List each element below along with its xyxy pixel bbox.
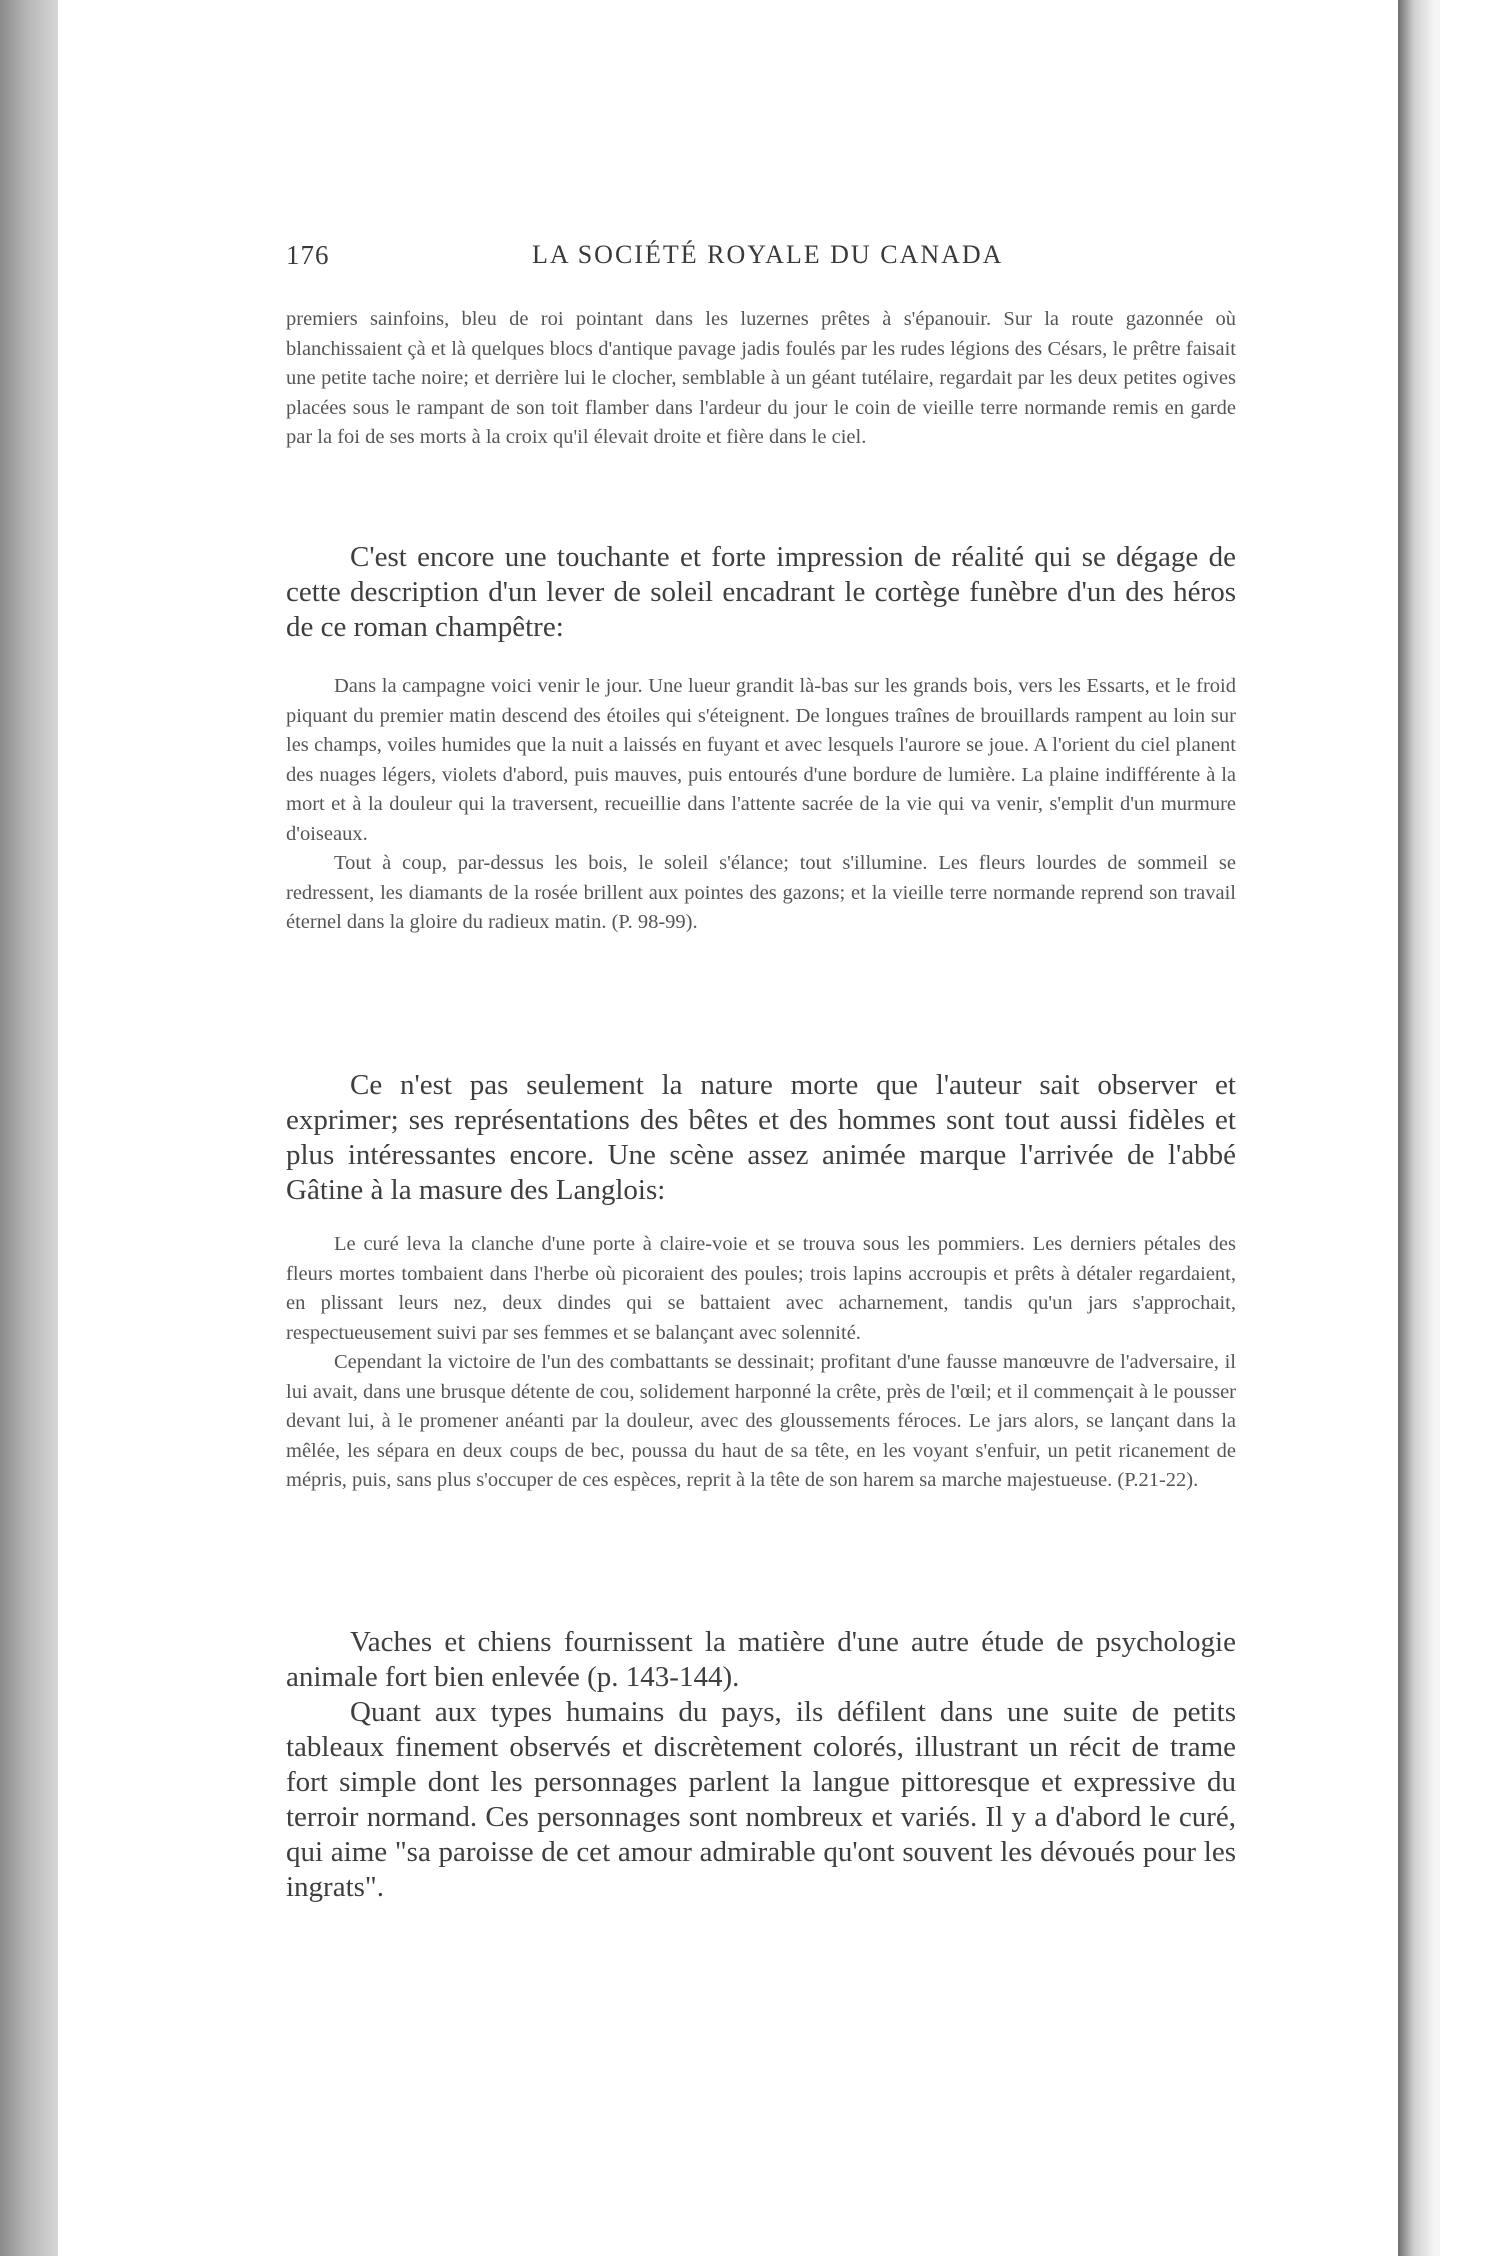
body-paragraph: Ce n'est pas seulement la nature morte que l'auteur sait observer et exprimer; ses représentations des bêtes et des hommes sont tout aussi fidèles et plus intéressantes encore. Une scène assez animée marque l'arrivée de l'abbé Gâtine à la masure des Langlois: xyxy=(286,1069,1236,1206)
body-paragraphs-final xyxy=(286,1625,1236,1905)
quote-paragraph: Dans la campagne voici venir le jour. Une lueur grandit là-bas sur les grands bois, vers les Essarts, et le froid piquant du premier matin descend des étoiles qui s'éteignent. De longues traînes de brouillards rampent au loin sur les champs, voiles humides que la nuit a laissés en fuyant et avec lesquels l'aurore se joue. A l'orient du ciel planent des nuages légers, violets d'abord, puis mauves, puis entourés d'une bordure de lumière. La plaine indifférente à la mort et à la douleur qui la traversent, recueillie dans l'attente sacrée de la vie qui va venir, s'emplit d'un murmure d'oiseaux. xyxy=(286,675,1236,845)
body-paragraph-1 xyxy=(286,540,1236,645)
running-title: LA SOCIÉTÉ ROYALE DU CANADA xyxy=(532,240,1004,269)
quote-paragraph: premiers sainfoins, bleu de roi pointant dans les luzernes prêtes à s'épanouir. Sur la route gazonnée où blanchissaient çà et là quelques blocs d'antique pavage jadis foulés par les rudes légions des Césars, le prêtre faisait une petite tache noire; et derrière lui le clocher, semblable à un géant tutélaire, regardait par les deux petites ogives placées sous le rampant de son toit flamber dans l'ardeur du jour le coin de vieille terre normande remis en garde par la foi de ses morts à la croix qu'il élevait droite et fière dans le ciel. xyxy=(286,308,1236,448)
quote-paragraph: Cependant la victoire de l'un des combattants se dessinait; profitant d'une fausse manœuvre de l'adversaire, il lui avait, dans une brusque détente de cou, solidement harponné la crête, près de l'œil; et il commençait à le pousser devant lui, à le promener anéanti par la douleur, avec des gloussements féroces. Le jars alors, se lançant dans la mêlée, les sépara en deux coups de bec, poussa du haut de sa tête, en les voyant s'enfuir, un petit ricanement de mépris, puis, sans plus s'occuper de ces espèces, reprit à la tête de son harem sa marche majestueuse. (P.21-22). xyxy=(286,1351,1236,1491)
scan-left-edge xyxy=(0,0,58,2256)
body-paragraph: Quant aux types humains du pays, ils défilent dans une suite de petits tableaux finement observés et discrètement colorés, illustrant un récit de trame fort simple dont les personnages parlent la langue pittoresque et expressive du terroir normand. Ces personnages sont nombreux et variés. Il y a d'abord le curé, qui aime "sa paroisse de cet amour admirable qu'ont souvent les dévoués pour les ingrats". xyxy=(286,1696,1236,1903)
quote-paragraph: Tout à coup, par-dessus les bois, le soleil s'élance; tout s'illumine. Les fleurs lourdes de sommeil se redressent, les diamants de la rosée brillent aux pointes des gazons; et la vieille terre normande reprend son travail éternel dans la gloire du radieux matin. (P. 98-99). xyxy=(286,852,1236,933)
quote-block-3 xyxy=(286,1230,1236,1496)
body-paragraph: C'est encore une touchante et forte impression de réalité qui se dégage de cette description d'un lever de soleil encadrant le cortège funèbre d'un des héros de ce roman champêtre: xyxy=(286,541,1236,643)
body-paragraph: Vaches et chiens fournissent la matière d'une autre étude de psychologie animale fort bien enlevée (p. 143-144). xyxy=(286,1626,1236,1693)
running-header xyxy=(286,240,1236,280)
quote-paragraph: Le curé leva la clanche d'une porte à claire-voie et se trouva sous les pommiers. Les derniers pétales des fleurs mortes tombaient dans l'herbe où picoraient des poules; trois lapins accroupis et prêts à détaler regardaient, en plissant leurs nez, deux dindes qui se battaient avec acharnement, tandis qu'un jars s'approchait, respectueusement suivi par ses femmes et se balançant avec solennité. xyxy=(286,1233,1236,1344)
page-number: 176 xyxy=(286,240,330,270)
quote-block-2 xyxy=(286,672,1236,938)
facing-page-edge xyxy=(1440,0,1488,2256)
body-paragraph-2 xyxy=(286,1068,1236,1208)
quote-block-1 xyxy=(286,305,1236,453)
